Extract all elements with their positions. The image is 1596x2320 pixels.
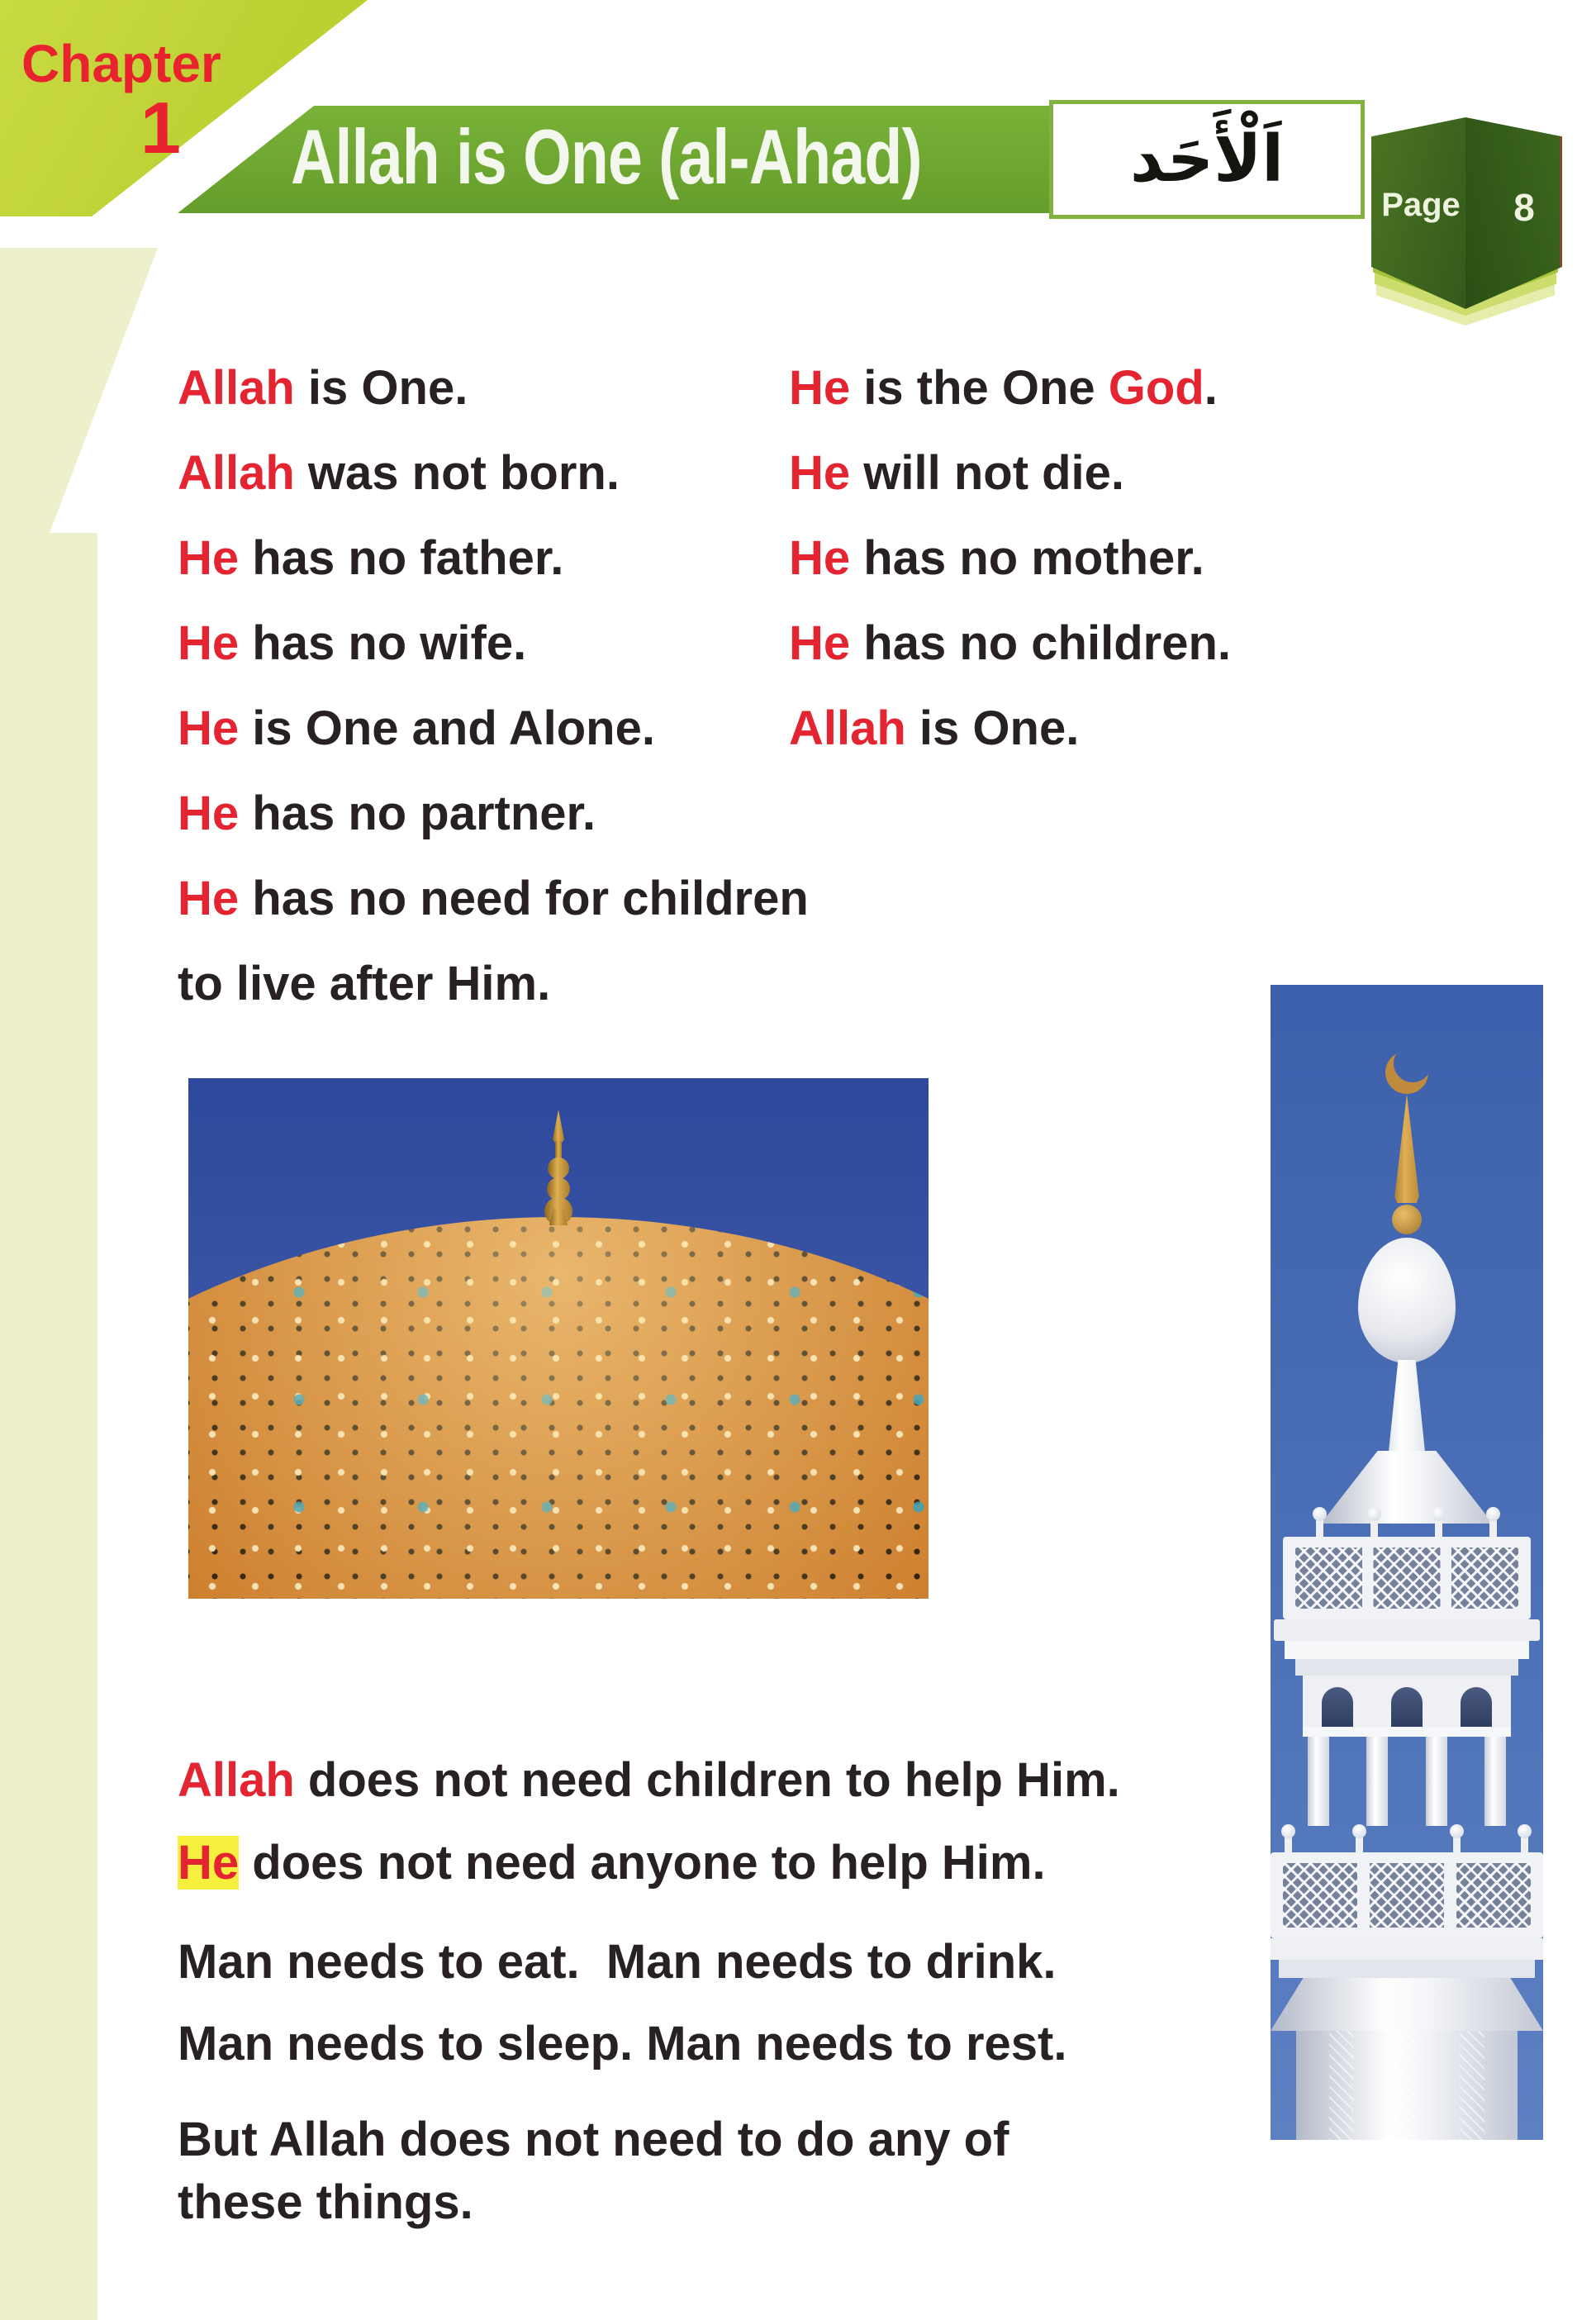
minaret-photo: [1271, 985, 1543, 2140]
verse-column-right: [789, 345, 1231, 771]
arabic-title: اَلْأَحَد: [1129, 122, 1285, 197]
column-gallery: [1308, 1737, 1506, 1826]
arched-niches: [1303, 1676, 1511, 1727]
text-line: But Allah does not need to do any of: [178, 2113, 1009, 2166]
minaret-shaft: [1296, 2031, 1518, 2140]
shaft-flare: [1271, 1978, 1543, 2031]
chapter-number: 1: [140, 87, 181, 169]
crescent-icon: [1385, 1051, 1428, 1094]
tiled-dome: [188, 1217, 929, 1599]
paragraph-allah-needs: [178, 1739, 1120, 1904]
minaret-neck: [1367, 1360, 1446, 1452]
minaret-bulb: [1358, 1238, 1456, 1363]
verse-column-left: [178, 345, 809, 1026]
verse-line: He has no need for children: [178, 872, 809, 925]
verse-line: He has no partner.: [178, 787, 596, 840]
balcony-base: [1271, 1938, 1543, 1960]
page-label: Page: [1381, 187, 1461, 223]
page-number: 8: [1513, 186, 1535, 229]
lower-balcony: [1271, 1852, 1543, 1938]
text-line: Man needs to sleep. Man needs to rest.: [178, 2017, 1067, 2070]
slit-window: [1394, 2031, 1419, 2140]
verse-line: He is One and Alone.: [178, 701, 655, 755]
verse-line: Allah is One.: [789, 701, 1080, 755]
verse-line: Allah was not born.: [178, 446, 620, 500]
verse-line: He has no mother.: [789, 531, 1204, 585]
open-book-icon: [1371, 117, 1560, 329]
text-line: these things.: [178, 2175, 473, 2229]
cornice: [1295, 1659, 1518, 1676]
verse-line: He is the One God.: [789, 361, 1218, 415]
slit-window: [1329, 2031, 1354, 2140]
text-line: Man needs to eat. Man needs to drink.: [178, 1935, 1057, 1989]
paragraph-man-needs: [178, 1921, 1066, 2085]
slit-window: [1460, 2031, 1484, 2140]
minaret-spire: [1388, 1094, 1426, 1203]
chapter-label: Chapter: [21, 34, 221, 93]
dome-finial: [548, 1158, 569, 1179]
verse-line: He has no father.: [178, 531, 564, 585]
cornice: [1274, 1619, 1540, 1641]
upper-balcony: [1283, 1537, 1531, 1619]
verse-line: He will not die.: [789, 446, 1125, 500]
verse-line: He has no wife.: [178, 616, 527, 670]
page-title: Allah is One (al-Ahad): [291, 113, 922, 200]
minaret-gold-ball: [1392, 1205, 1422, 1234]
mosque-dome-photo: [188, 1078, 929, 1599]
balcony-base: [1279, 1960, 1535, 1978]
verse-line: to live after Him.: [178, 957, 551, 1010]
verse-line: He has no children.: [789, 616, 1232, 670]
cornice: [1285, 1641, 1529, 1659]
text-line: Allah does not need children to help Him.: [178, 1753, 1120, 1807]
verse-line: Allah is One.: [178, 361, 468, 415]
arabic-title-box: [1049, 100, 1365, 219]
paragraph-but-allah: [178, 2108, 1009, 2234]
text-line: He does not need anyone to help Him.: [178, 1836, 1046, 1890]
gallery-cap: [1303, 1727, 1511, 1737]
